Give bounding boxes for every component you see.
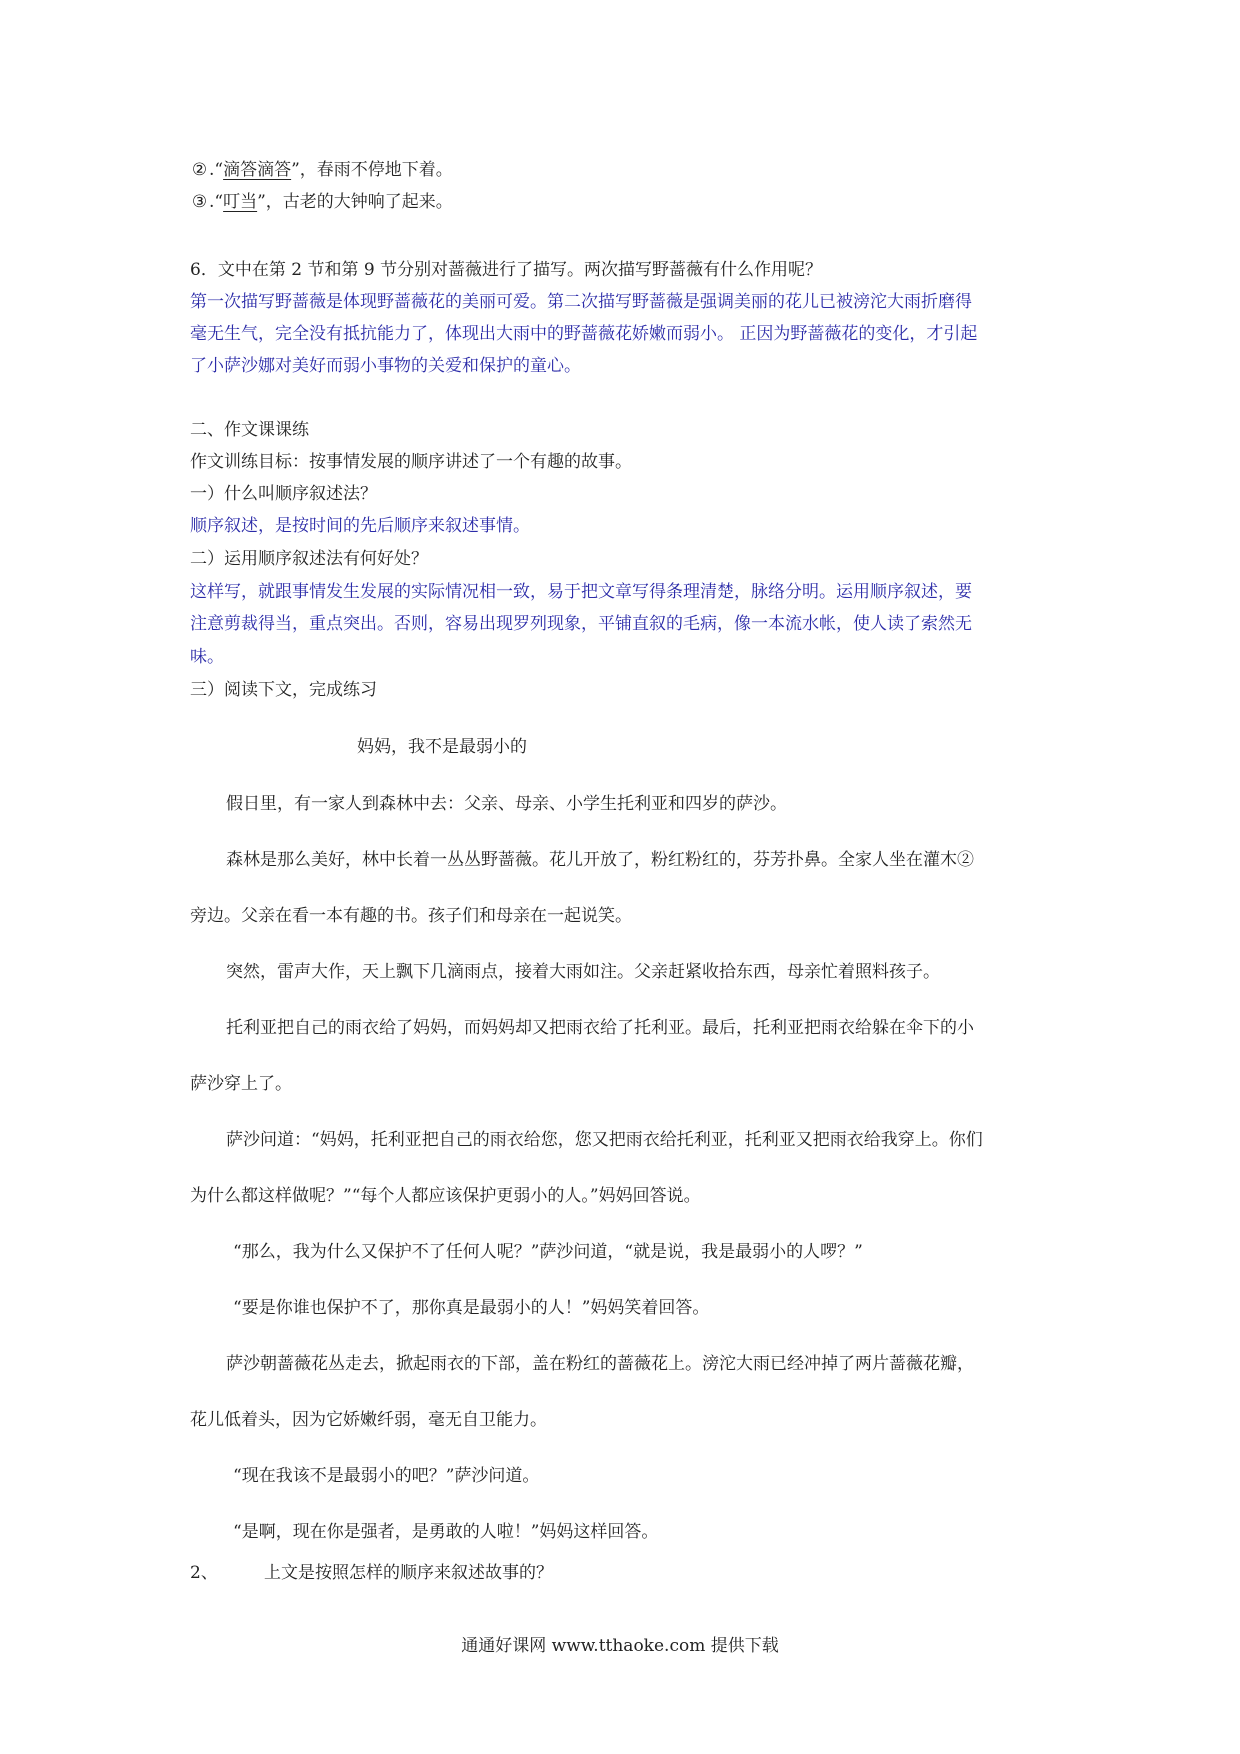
onomatopoeia-word: 叮当 (223, 192, 258, 212)
item-sentence: ”，古老的大钟响了起来。 (257, 192, 453, 212)
story-line: 萨沙问道：“妈妈，托利亚把自己的雨衣给您，您又把雨衣给托利亚，托利亚又把雨衣给我穿上。你们 (226, 1130, 983, 1150)
sub-question-2: 二）运用顺序叙述法有何好处？ (190, 549, 428, 569)
story-line: 森林是那么美好，林中长着一丛丛野蔷薇。花儿开放了，粉红粉红的，芬芳扑鼻。全家人坐在灌木② (226, 850, 974, 870)
story-line: “那么，我为什么又保护不了任何人呢？”萨沙问道，“就是说，我是最弱小的人啰？” (233, 1242, 863, 1262)
item-marker: ③ (191, 192, 208, 212)
page-footer: 通通好课网 www.tthaoke.com 提供下载 (461, 1636, 779, 1656)
sub-answer-2-line: 味。 (190, 647, 224, 667)
story-line: 托利亚把自己的雨衣给了妈妈，而妈妈却又把雨衣给了托利亚。最后，托利亚把雨衣给躲在伞下的小 (226, 1018, 974, 1038)
exercise-item-3 (190, 190, 453, 214)
story-line: 为什么都这样做呢？”“每个人都应该保护更弱小的人。”妈妈回答说。 (190, 1186, 701, 1206)
story-title: 妈妈，我不是最弱小的 (357, 737, 527, 757)
answer-6-line: 第一次描写野蔷薇是体现野蔷薇花的美丽可爱。第二次描写野蔷薇是强调美丽的花儿已被滂沱大雨折磨得 (190, 292, 972, 312)
item-open: .“ (209, 192, 224, 212)
story-line: “要是你谁也保护不了，那你真是最弱小的人！”妈妈笑着回答。 (233, 1298, 710, 1318)
item-sentence: ”，春雨不停地下着。 (291, 160, 453, 180)
story-line: “是啊，现在你是强者，是勇敢的人啦！”妈妈这样回答。 (233, 1522, 659, 1542)
exercise-item-2 (190, 158, 453, 182)
sub-answer-2-line: 注意剪裁得当，重点突出。否则，容易出现罗列现象，平铺直叙的毛病，像一本流水帐，使人读了索然无 (190, 614, 972, 634)
sub-answer-1: 顺序叙述，是按时间的先后顺序来叙述事情。 (190, 516, 530, 536)
story-line: 假日里，有一家人到森林中去：父亲、母亲、小学生托利亚和四岁的萨沙。 (226, 794, 787, 814)
story-line: “现在我该不是最弱小的吧？”萨沙问道。 (233, 1466, 540, 1486)
item-marker: ② (191, 160, 208, 180)
answer-6-line: 毫无生气，完全没有抵抗能力了，体现出大雨中的野蔷薇花娇嫩而弱小。 正因为野蔷薇花的变化，才引起 (190, 324, 978, 344)
sub-question-3: 三）阅读下文，完成练习 (190, 680, 377, 700)
sub-question-1: 一）什么叫顺序叙述法？ (190, 484, 377, 504)
section-heading: 二、作文课课练 (190, 420, 309, 440)
question-6: 6．文中在第 2 节和第 9 节分别对蔷薇进行了描写。两次描写野蔷薇有什么作用呢？ (190, 260, 823, 280)
training-goal: 作文训练目标：按事情发展的顺序讲述了一个有趣的故事。 (190, 452, 632, 472)
item-open: .“ (209, 160, 224, 180)
answer-6-line: 了小萨沙娜对美好而弱小事物的关爱和保护的童心。 (190, 356, 581, 376)
onomatopoeia-word: 滴答滴答 (223, 160, 292, 180)
story-line: 萨沙朝蔷薇花丛走去，掀起雨衣的下部，盖在粉红的蔷薇花上。滂沱大雨已经冲掉了两片蔷薇花瓣， (226, 1354, 974, 1374)
sub-answer-2-line: 这样写，就跟事情发生发展的实际情况相一致，易于把文章写得条理清楚，脉络分明。运用顺序叙述，要 (190, 582, 972, 602)
story-line: 萨沙穿上了。 (190, 1074, 292, 1094)
story-line: 旁边。父亲在看一本有趣的书。孩子们和母亲在一起说笑。 (190, 906, 632, 926)
story-line: 突然，雷声大作，天上飘下几滴雨点，接着大雨如注。父亲赶紧收拾东西，母亲忙着照料孩子。 (226, 962, 940, 982)
question-text: 上文是按照怎样的顺序来叙述故事的？ (264, 1563, 553, 1583)
story-line: 花儿低着头，因为它娇嫩纤弱，毫无自卫能力。 (190, 1410, 547, 1430)
question-number: 2、 (190, 1563, 218, 1583)
